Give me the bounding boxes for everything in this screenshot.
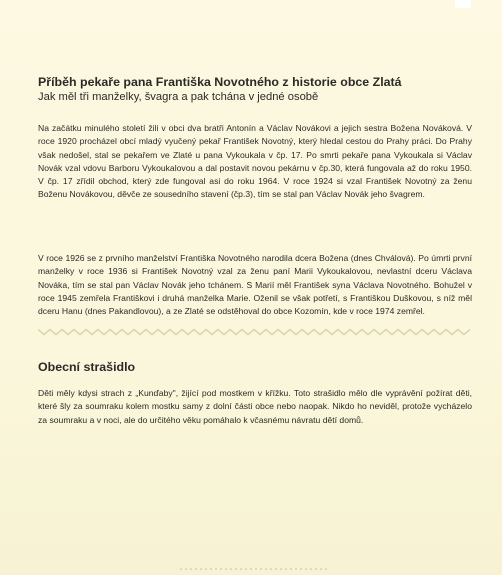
paragraph-ghost-story: Děti měly kdysi strach z „Kunďaby", žijící pod mostkem v křížku. Toto strašidlo mělo dle vyprávění požírat děti, které šly za soumraku kolem mostku samy z dolní části obce nebo naopak. Nikdo ho neviděl, protože vycházelo za soumraku a v noci, ale do určitého věku pomáhalo k včasnému návratu dětí domů. — [38, 388, 472, 425]
section-title-ghost: Obecní strašidlo — [38, 360, 136, 374]
section-title-baker-story: Příběh pekaře pana Františka Novotného z historie obce Zlatá — [38, 75, 402, 89]
section-subtitle-baker-story: Jak měl tři manželky, švagra a pak tchána v jedné osobě — [38, 91, 319, 103]
bottom-edge-mark — [180, 566, 330, 572]
paragraph-baker-story-1: Na začátku minulého století žili v obci dva bratři Antonín a Václav Novákovi a jejich sestra Božena Nováková. V roce 1920 procházel obcí mladý vyučený pekař František Novotný, který hledal cestou do Prahy práci. Do Prahy však nedošel, stal se pekařem ve Zlaté u pana Vykoukala v čp. 17. Po smrti pekaře pana Vykoukala si Václav Novák vzal vdovu Barboru Vykoukalovou a dal postavit novou pekárnu v čp.30, která fungovala až do roku 1950. V čp. 17 zřídil obchod, který zde fungoval asi do roku 1964. V roce 1924 si vzal František Novotný za ženu Boženu Novákovou, děvče ze sousedního stavení (čp.3), tím se stal pan Václav Novák jeho švagrem. — [38, 123, 472, 200]
page-corner-notch — [455, 0, 471, 8]
zigzag-ornament-icon — [38, 328, 472, 336]
paragraph-baker-story-2: V roce 1926 se z prvního manželství Františka Novotného narodila dcera Božena (dnes Chválová). Po úmrti první manželky v roce 1936 si František Novotný vzal za ženu paní Marii Vykoukalovou, nevlastní dceru Václava Nováka, tím se stal pan Václav Novák jeho tchánem. S Marií měl František syna Václava Novotného. Bohužel v roce 1945 zemřela Františkovi i druhá manželka Marie. Oženil se však potřetí, s Františkou Duškovou, s níž měl dceru Hanu (dnes Pakandlovou), a ze Zlaté se odstěhoval do obce Kozomín, kde v roce 1974 zemřel. — [38, 253, 472, 317]
